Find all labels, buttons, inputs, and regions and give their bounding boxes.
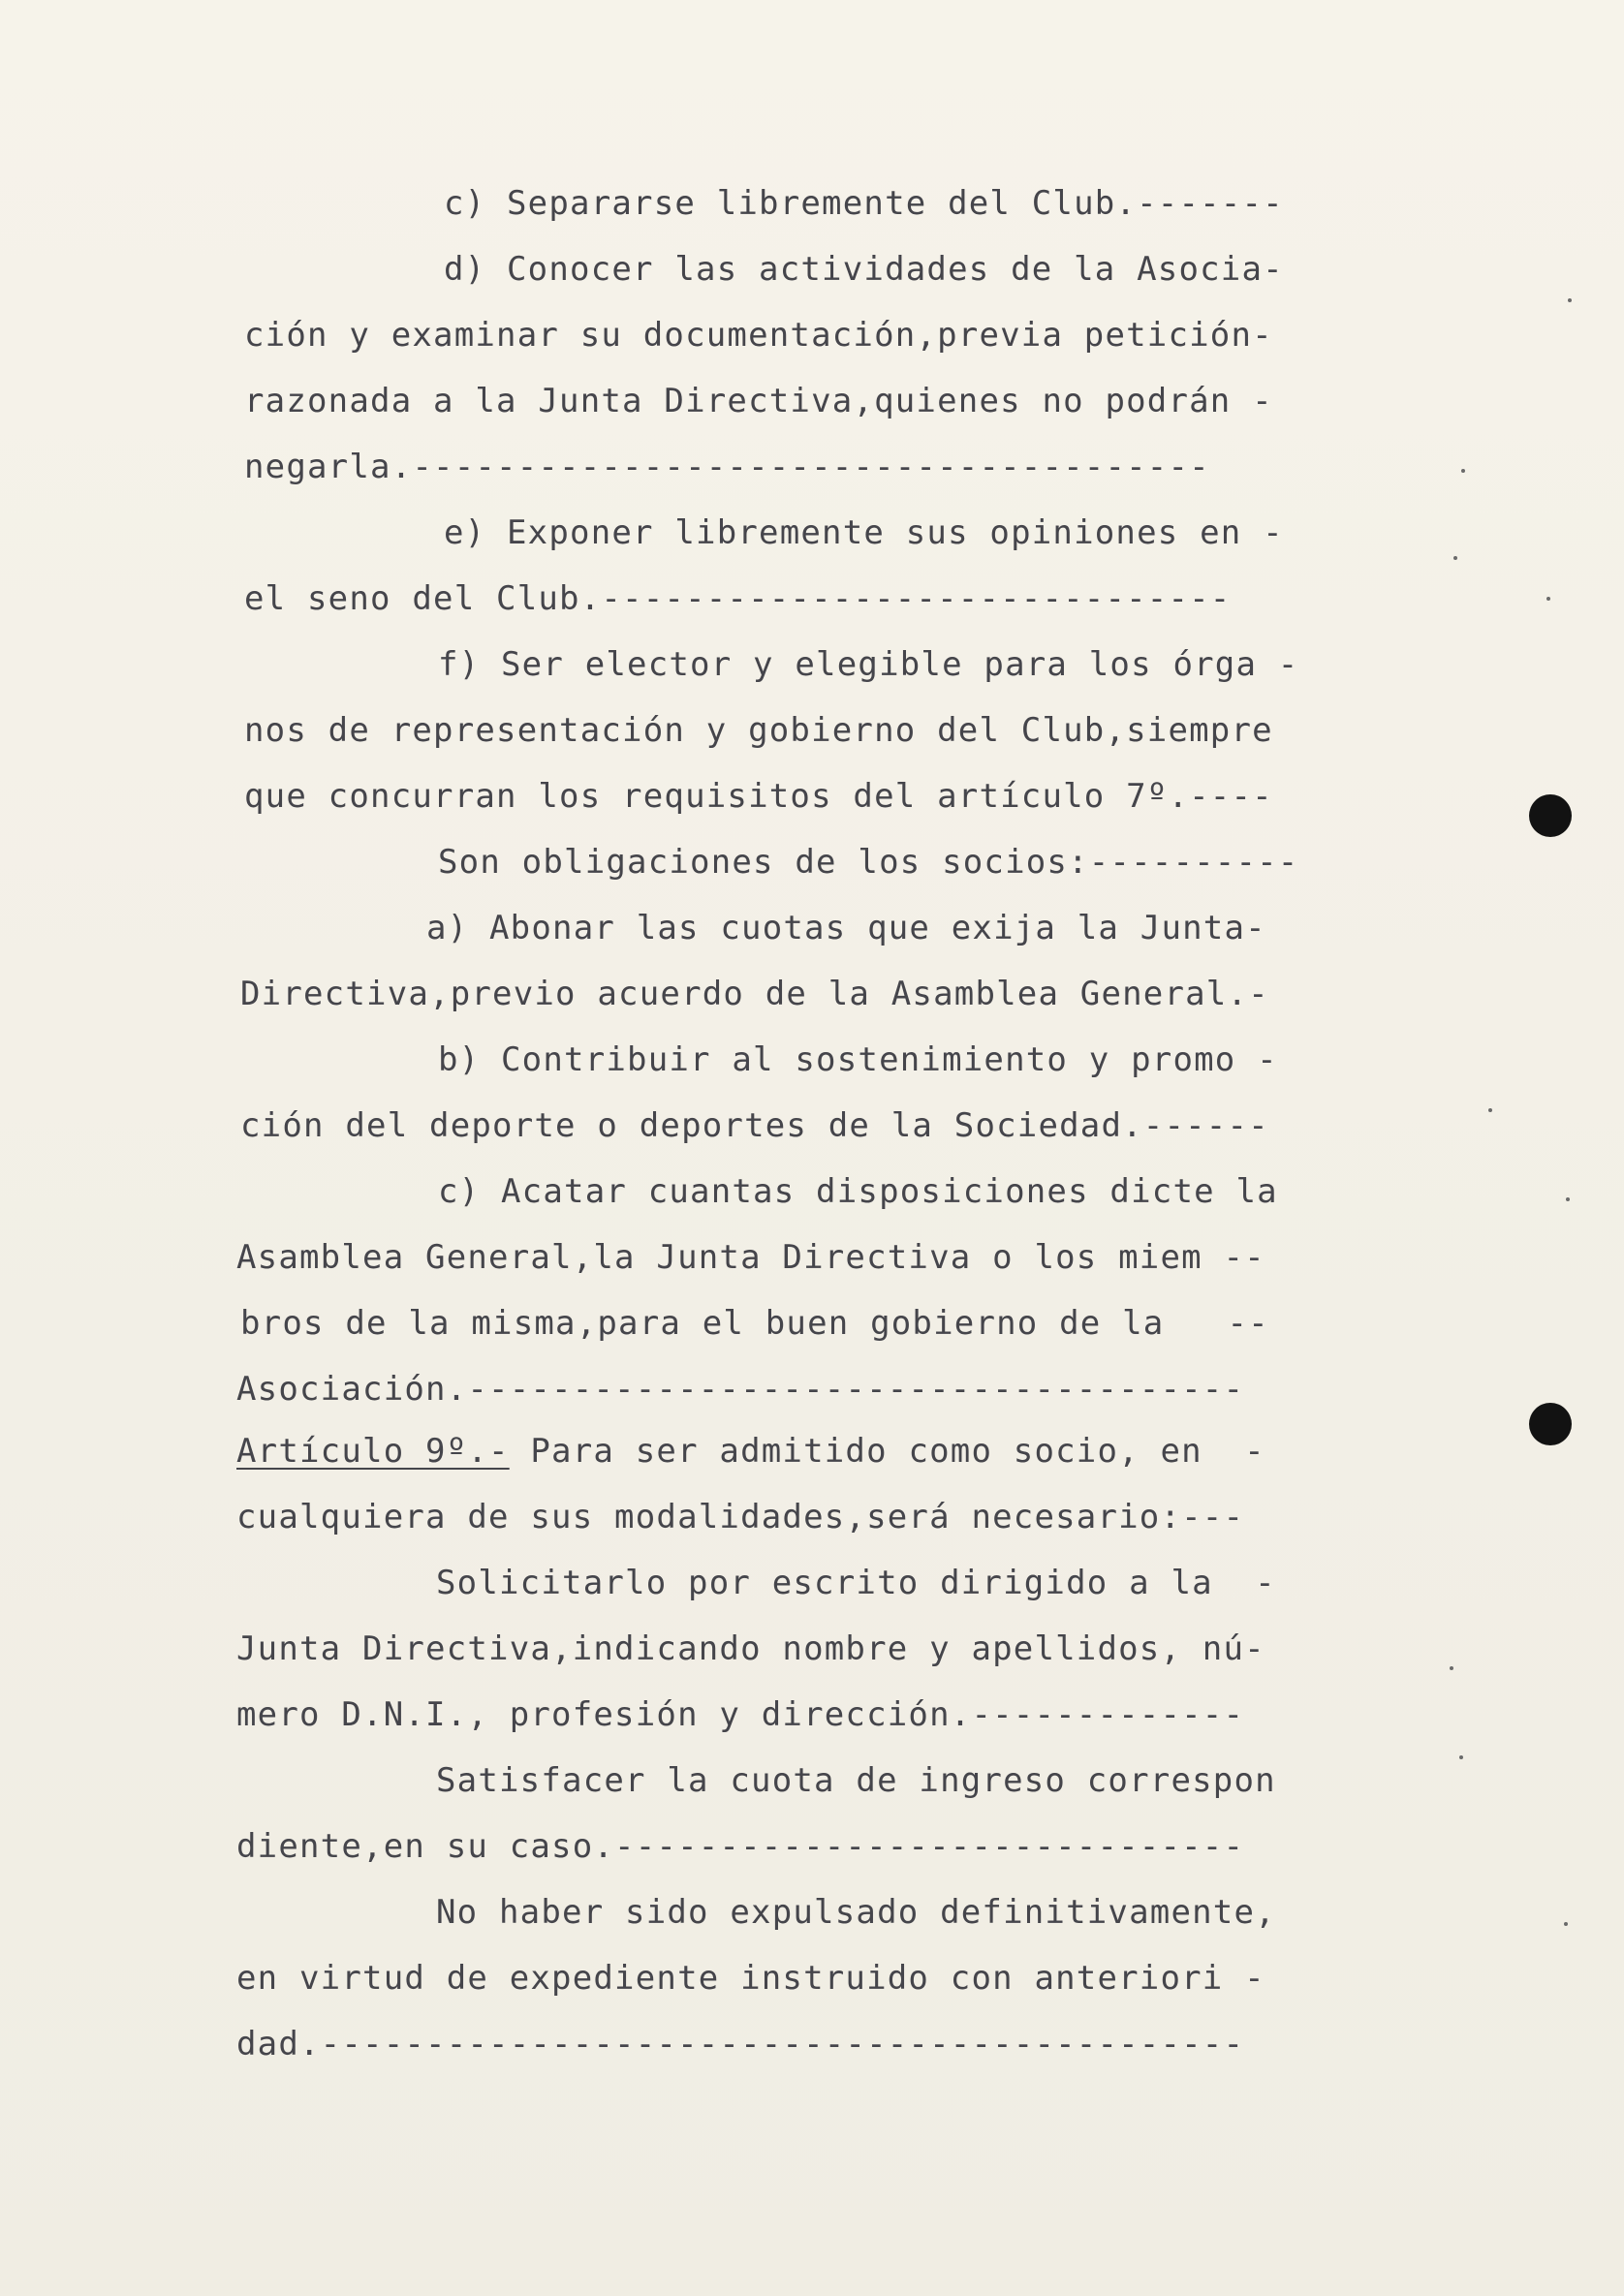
line-razonada: razonada a la Junta Directiva,quienes no podrán - — [244, 382, 1273, 420]
line-acatar: c) Acatar cuantas disposiciones dicte la — [438, 1172, 1278, 1211]
line-asociacion: Asociación.------------------------------------- — [236, 1370, 1245, 1409]
line-virtud: en virtud de expediente instruido con anteriori - — [236, 1959, 1265, 1998]
paper-speck — [1461, 469, 1465, 473]
line-directiva: Directiva,previo acuerdo de la Asamblea General.- — [240, 975, 1269, 1013]
paper-speck — [1566, 1197, 1570, 1201]
line-obligaciones: Son obligaciones de los socios:---------- — [438, 843, 1299, 882]
article-heading: Artículo 9º.- — [236, 1432, 510, 1471]
paper-speck — [1546, 597, 1550, 601]
paper-speck — [1453, 556, 1457, 560]
line-negarla: negarla.-------------------------------------- — [244, 448, 1210, 486]
line-dad: dad.-------------------------------------------- — [236, 2025, 1245, 2063]
line-solicitarlo: Solicitarlo por escrito dirigido a la - — [436, 1564, 1276, 1602]
line-examinar: ción y examinar su documentación,previa petición- — [244, 316, 1273, 355]
article-9-text: Para ser admitido como socio, en - — [530, 1432, 1265, 1471]
line-requisitos: que concurran los requisitos del artículo 7º.---- — [244, 777, 1273, 816]
line-abonar: a) Abonar las cuotas que exija la Junta- — [426, 909, 1266, 947]
line-asamblea: Asamblea General,la Junta Directiva o los miem -- — [236, 1238, 1265, 1277]
line-dni: mero D.N.I., profesión y dirección.------------- — [236, 1695, 1245, 1734]
punch-hole-upper — [1529, 794, 1572, 837]
line-expulsado: No haber sido expulsado definitivamente, — [436, 1893, 1276, 1932]
line-conocer: d) Conocer las actividades de la Asocia- — [444, 250, 1284, 289]
paper-speck — [1488, 1108, 1492, 1112]
line-representacion: nos de representación y gobierno del Club,siempre — [244, 711, 1273, 750]
line-deporte: ción del deporte o deportes de la Sociedad.------ — [240, 1106, 1269, 1145]
line-exponer: e) Exponer libremente sus opiniones en - — [444, 513, 1284, 552]
line-bros: bros de la misma,para el buen gobierno de la -- — [240, 1304, 1269, 1343]
paper-speck — [1568, 298, 1572, 302]
line-seno: el seno del Club.------------------------------ — [244, 579, 1232, 618]
line-diente: diente,en su caso.------------------------------ — [236, 1827, 1245, 1866]
punch-hole-lower — [1529, 1403, 1572, 1445]
line-elector: f) Ser elector y elegible para los órga - — [438, 645, 1299, 684]
line-contribuir: b) Contribuir al sostenimiento y promo - — [438, 1040, 1278, 1079]
line-cualquiera: cualquiera de sus modalidades,será necesario:--- — [236, 1498, 1245, 1536]
article-9-line — [236, 1430, 1265, 1473]
paper-speck — [1564, 1922, 1568, 1926]
paper-speck — [1459, 1755, 1463, 1759]
line-junta: Junta Directiva,indicando nombre y apellidos, nú- — [236, 1629, 1265, 1668]
line-separarse: c) Separarse libremente del Club.------- — [444, 184, 1284, 223]
line-satisfacer: Satisfacer la cuota de ingreso correspon — [436, 1761, 1276, 1800]
paper-speck — [1450, 1666, 1453, 1670]
